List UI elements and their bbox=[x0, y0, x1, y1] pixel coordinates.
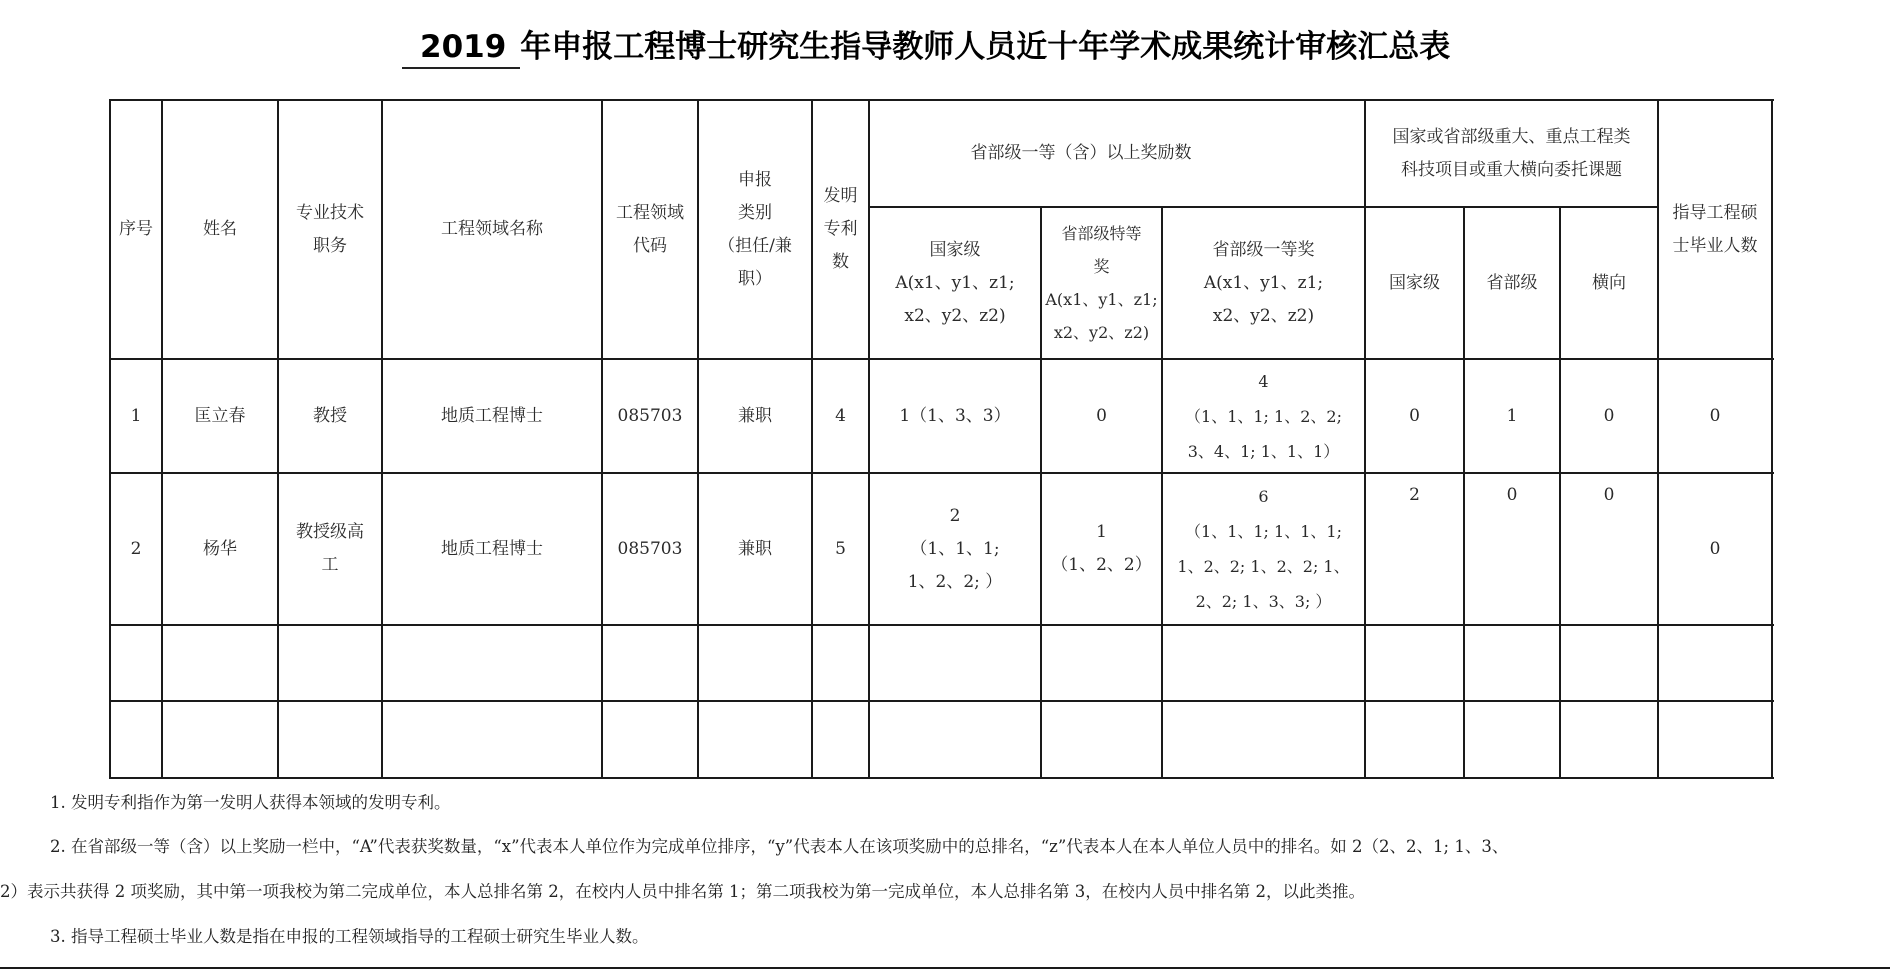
row2-award-national: 2 （1、1、1; 1、2、2; ） bbox=[907, 505, 1003, 592]
header-proj-horizontal: 横向 bbox=[1592, 272, 1626, 293]
row1-bottom-line bbox=[109, 472, 1774, 474]
row1-seq: 1 bbox=[130, 405, 142, 426]
col-line bbox=[1657, 99, 1659, 779]
header-field-name: 工程领域名称 bbox=[441, 219, 543, 239]
note-2-line-2: 2）表示共获得 2 项奖励，其中第一项我校为第二完成单位，本人总排名第 2，在校内人员中排名第 1；第二项我校为第一完成单位，本人总排名第 3，在校内人员中排名第 2，以此类推。 bbox=[0, 882, 1365, 901]
row2-award-first: 6 （1、1、1; 1、1、1; 1、2、2; 1、2、2; 1、 2、2; 1、3、3; ） bbox=[1177, 487, 1350, 611]
page-bottom-rule bbox=[0, 967, 1890, 969]
row2-graduates: 0 bbox=[1709, 538, 1721, 559]
empty-row-3 bbox=[110, 625, 1772, 701]
row1-name: 匡立春 bbox=[194, 405, 246, 426]
row1-field-name: 地质工程博士 bbox=[441, 405, 543, 426]
col-line bbox=[277, 99, 279, 779]
header-patents: 发明 专利 数 bbox=[823, 186, 858, 272]
col-line bbox=[381, 99, 383, 779]
header-proj-provincial: 省部级 bbox=[1486, 272, 1538, 293]
row2-bottom-line bbox=[109, 624, 1774, 626]
row2-proj-provincial: 0 bbox=[1506, 485, 1518, 505]
row1-award-first: 4 （1、1、1; 1、2、2; 3、4、1; 1、1、1） bbox=[1185, 371, 1342, 461]
row1-title: 教授 bbox=[313, 405, 347, 426]
header-projects-group: 国家或省部级重大、重点工程类 科技项目或重大横向委托课题 bbox=[1392, 126, 1631, 180]
header-proj-national: 国家级 bbox=[1389, 272, 1440, 293]
header-title: 专业技术 职务 bbox=[296, 202, 364, 256]
header-awards-group: 省部级一等（含）以上奖励数 bbox=[970, 143, 1192, 163]
row2-seq: 2 bbox=[130, 538, 142, 559]
row2-field-name: 地质工程博士 bbox=[441, 538, 543, 559]
row1-proj-national: 0 bbox=[1409, 405, 1420, 426]
col-line bbox=[1364, 99, 1366, 779]
col-line bbox=[868, 99, 870, 779]
row3-bottom-line bbox=[109, 700, 1774, 702]
row1-patents: 4 bbox=[835, 405, 846, 426]
table-border-left bbox=[109, 99, 111, 779]
row1-apply-type: 兼职 bbox=[738, 405, 772, 426]
table-border-right bbox=[1771, 99, 1773, 779]
row2-name: 杨华 bbox=[203, 538, 237, 559]
row1-award-special: 0 bbox=[1096, 405, 1107, 426]
title-text: 年申报工程博士研究生指导教师人员近十年学术成果统计审核汇总表 bbox=[520, 29, 1451, 65]
header-award-national: 国家级 A(x1、y1、z1; x2、y2、z2) bbox=[895, 239, 1015, 326]
col-line bbox=[1559, 206, 1561, 779]
row1-proj-horizontal: 0 bbox=[1603, 405, 1615, 426]
header-bottom-line bbox=[109, 358, 1774, 360]
col-line bbox=[1161, 206, 1163, 779]
row1-proj-provincial: 1 bbox=[1506, 405, 1518, 426]
note-3: 3. 指导工程硕士毕业人数是指在申报的工程领域指导的工程硕士研究生毕业人数。 bbox=[50, 927, 649, 946]
row1-field-code: 085703 bbox=[617, 405, 683, 426]
header-apply-type: 申报 类别 （担任/兼 职） bbox=[718, 169, 792, 289]
row2-apply-type: 兼职 bbox=[738, 538, 772, 559]
header-award-first: 省部级一等奖 A(x1、y1、z1; x2、y2、z2) bbox=[1203, 239, 1324, 326]
row2-proj-horizontal: 0 bbox=[1603, 485, 1615, 505]
table-border-top bbox=[109, 99, 1774, 101]
title-year: 2019 bbox=[402, 27, 520, 69]
col-line bbox=[601, 99, 603, 779]
col-line bbox=[811, 99, 813, 779]
col-line bbox=[697, 99, 699, 779]
col-line bbox=[1040, 206, 1042, 779]
row2-title: 教授级高 工 bbox=[296, 522, 364, 575]
note-1: 1. 发明专利指作为第一发明人获得本领域的发明专利。 bbox=[50, 793, 451, 812]
header-award-special: 省部级特等 奖 A(x1、y1、z1; x2、y2、z2) bbox=[1045, 224, 1158, 342]
row2-proj-national: 2 bbox=[1409, 485, 1420, 505]
table-border-bottom bbox=[109, 777, 1774, 779]
row1-graduates: 0 bbox=[1709, 405, 1721, 426]
row2-field-code: 085703 bbox=[617, 538, 683, 559]
col-line bbox=[161, 99, 163, 779]
empty-row-4 bbox=[110, 701, 1772, 778]
header-seq: 序号 bbox=[119, 219, 153, 239]
header-graduates: 指导工程硕 士毕业人数 bbox=[1672, 202, 1758, 256]
row1-award-national: 1（1、3、3） bbox=[899, 405, 1011, 426]
header-split-line-awards bbox=[869, 206, 1658, 208]
col-line bbox=[1463, 206, 1465, 779]
note-2-line-1: 2. 在省部级一等（含）以上奖励一栏中，“A”代表获奖数量，“x”代表本人单位作为完成单位排序，“y”代表本人在该项奖励中的总排名，“z”代表本人在本人单位人员中的排名。如 2（2、2、1; 1、3、 bbox=[50, 837, 1509, 856]
row2-patents: 5 bbox=[835, 538, 846, 559]
row2-award-special: 1 （1、2、2） bbox=[1051, 522, 1152, 575]
header-field-code: 工程领域 代码 bbox=[616, 202, 684, 256]
header-name: 姓名 bbox=[203, 219, 237, 239]
